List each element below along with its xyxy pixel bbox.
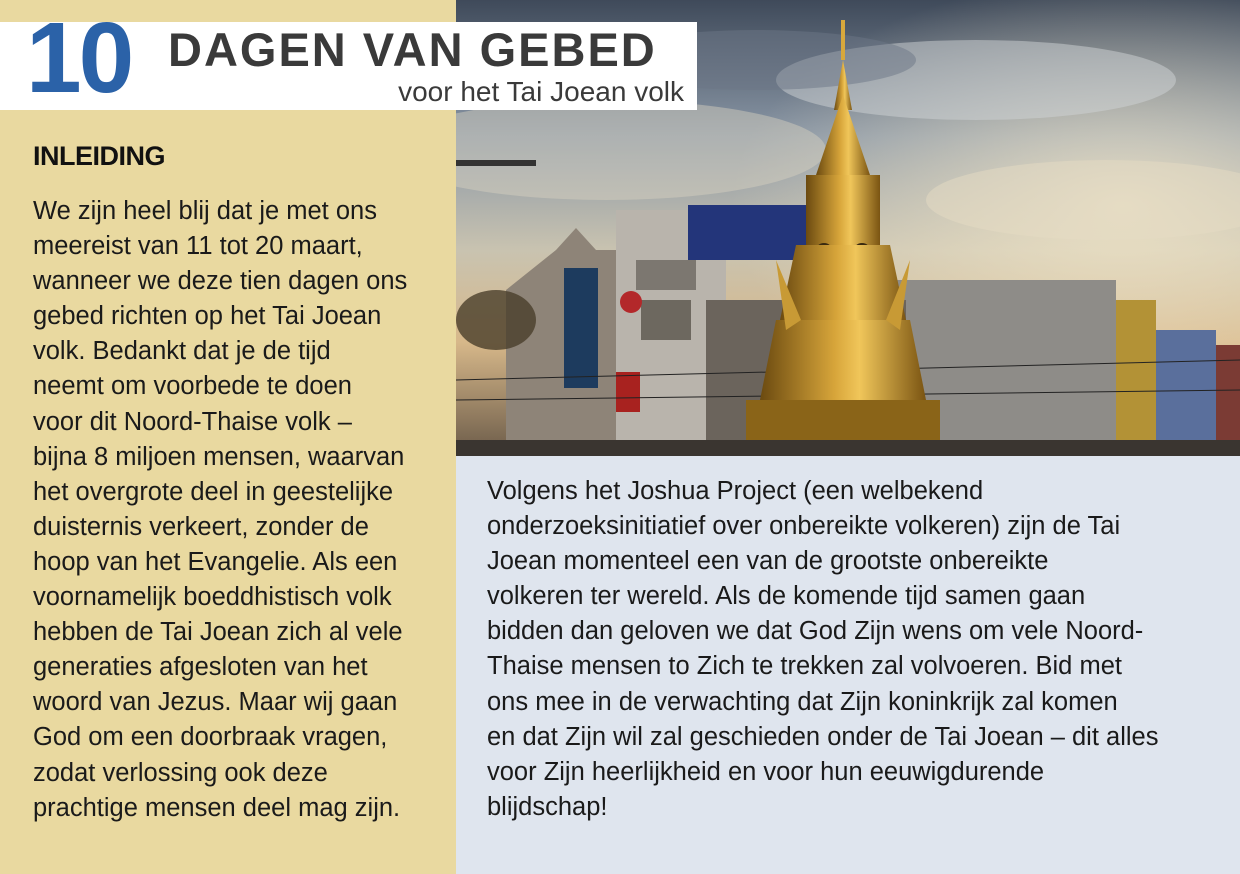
body-line: en dat Zijn wil zal geschieden onder de Tai Joean – dit alles: [487, 722, 1159, 751]
body-line: Joean momenteel een van de grootste onbereikte: [487, 547, 1049, 576]
body-line: bidden dan geloven we dat God Zijn wens om vele Noord-: [487, 617, 1144, 646]
intro-paragraph: [33, 194, 448, 826]
intro-line: God om een doorbraak vragen,: [33, 723, 388, 752]
intro-line: voornamelijk boeddhistisch volk: [33, 583, 392, 612]
page-title: DAGEN VAN GEBED: [168, 23, 657, 76]
body-line: blijdschap!: [487, 792, 608, 821]
body-paragraph: [487, 474, 1227, 825]
intro-line: voor dit Noord-Thaise volk –: [33, 407, 352, 436]
body-line: onderzoeksinitiatief over onbereikte volkeren) zijn de Tai: [487, 512, 1121, 541]
body-line: Thaise mensen to Zich te trekken zal volvoeren. Bid met: [487, 652, 1122, 681]
intro-line: wanneer we deze tien dagen ons: [33, 267, 408, 296]
intro-line: meereist van 11 tot 20 maart,: [33, 232, 363, 261]
intro-line: hebben de Tai Joean zich al vele: [33, 618, 403, 647]
intro-line: hoop van het Evangelie. Als een: [33, 547, 398, 576]
intro-line: het overgrote deel in geestelijke: [33, 477, 394, 506]
body-line: ons mee in de verwachting dat Zijn koninkrijk zal komen: [487, 687, 1118, 716]
intro-line: bijna 8 miljoen mensen, waarvan: [33, 442, 405, 471]
intro-line: generaties afgesloten van het: [33, 653, 368, 682]
body-line: Volgens het Joshua Project (een welbekend: [487, 477, 984, 505]
body-line: volkeren ter wereld. Als de komende tijd samen gaan: [487, 582, 1086, 611]
intro-line: duisternis verkeert, zonder de: [33, 512, 369, 541]
intro-line: volk. Bedankt dat je de tijd: [33, 337, 331, 366]
intro-line: neemt om voorbede te doen: [33, 372, 352, 401]
days-number: 10: [26, 2, 132, 114]
intro-line: prachtige mensen deel mag zijn.: [33, 793, 401, 822]
page-subtitle: voor het Tai Joean volk: [398, 76, 684, 107]
intro-line: woord van Jezus. Maar wij gaan: [33, 688, 398, 717]
section-heading: INLEIDING: [33, 141, 166, 171]
intro-line: We zijn heel blij dat je met ons: [33, 197, 377, 225]
body-line: voor Zijn heerlijkheid en voor hun eeuwigdurende: [487, 757, 1045, 786]
intro-line: gebed richten op het Tai Joean: [33, 302, 382, 331]
intro-line: zodat verlossing ook deze: [33, 758, 328, 787]
